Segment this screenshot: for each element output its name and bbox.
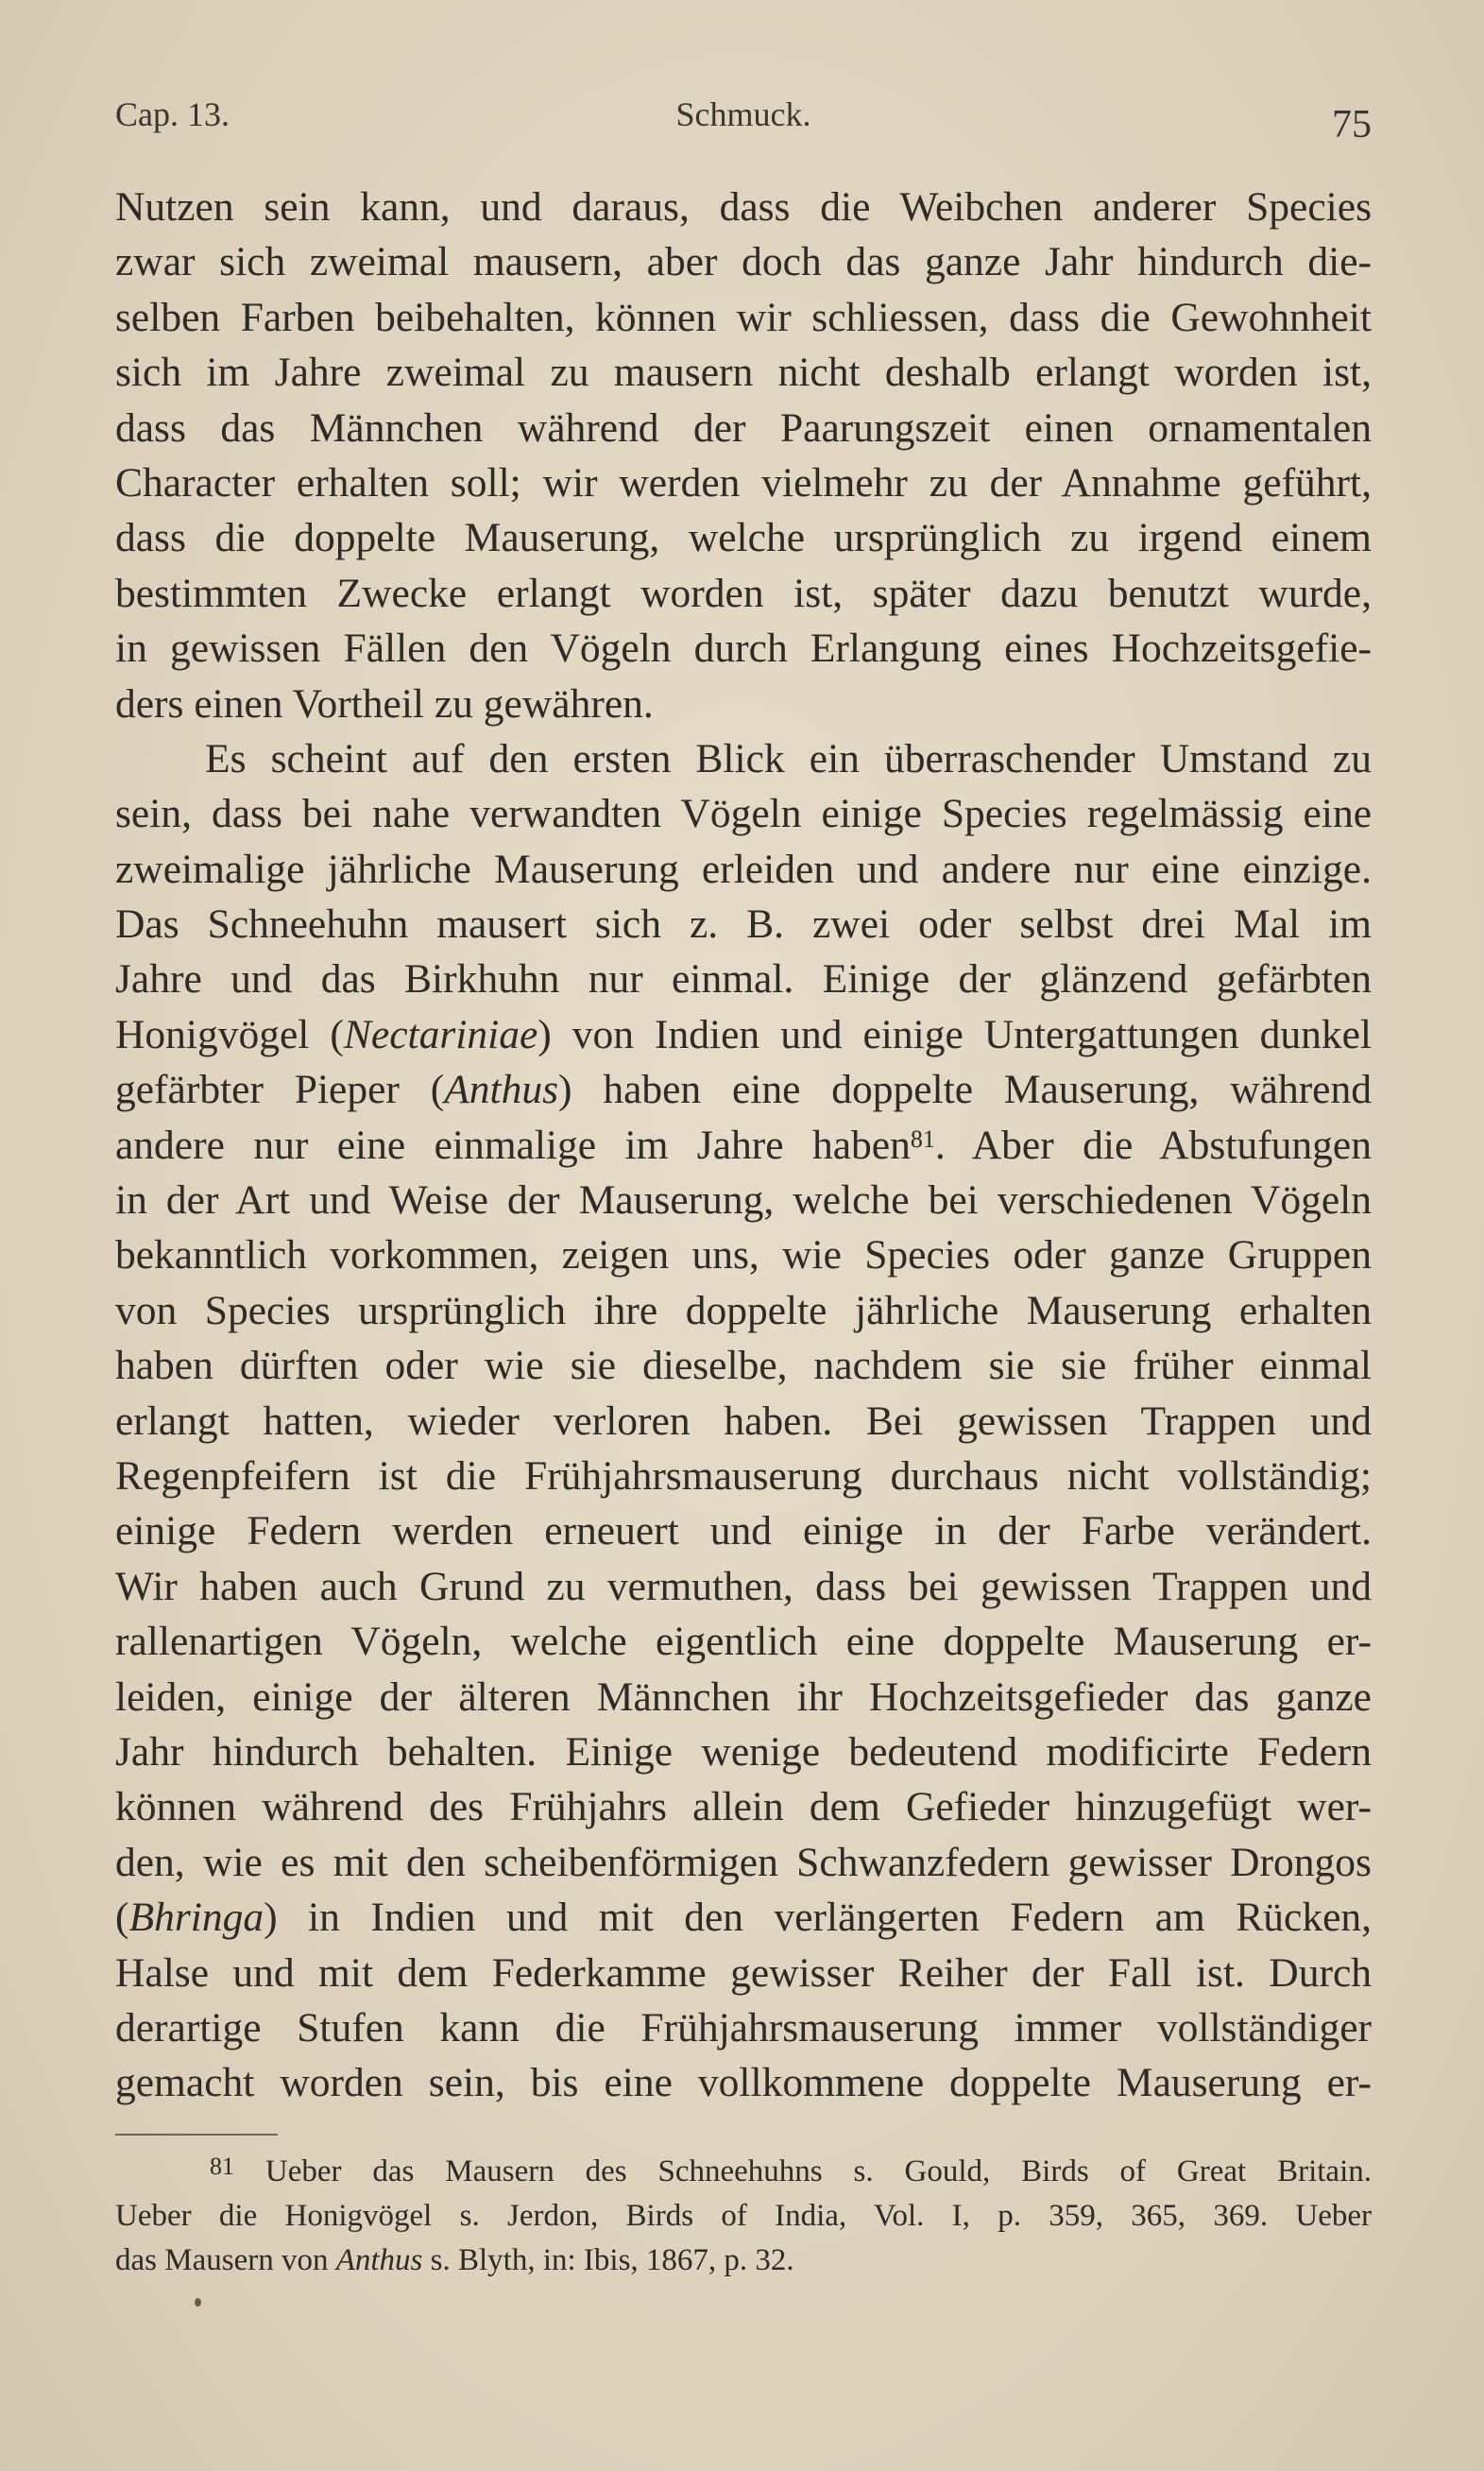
text-run: ) haben eine doppelte Mauserung, während — [558, 1067, 1372, 1113]
footnote-line — [115, 2150, 1372, 2194]
footnote-divider — [115, 2134, 278, 2136]
text-line: haben dürften oder wie sie dieselbe, nachdem sie sie früher einmal — [115, 1343, 1372, 1389]
text-line: selben Farben beibehalten, können wir schliessen, dass die Gewohnheit — [115, 294, 1372, 340]
text-line: den, wie es mit den scheibenförmigen Schwanzfedern gewisser Drongos — [115, 1839, 1372, 1885]
text-line: sich im Jahre zweimal zu mausern nicht deshalb erlangt worden ist, — [115, 350, 1372, 396]
text-line: von Species ursprünglich ihre doppelte jährliche Mauserung erhalten — [115, 1287, 1372, 1333]
text-line: einige Federn werden erneuert und einige in der Farbe verändert. — [115, 1508, 1372, 1554]
text-line: sein, dass bei nahe verwandten Vögeln einige Species regelmässig eine — [115, 791, 1372, 837]
text-run: ) in Indien und mit den verlängerten Federn am Rücken, — [264, 1895, 1372, 1941]
text-line — [115, 1007, 1372, 1062]
footnote-reference: 81 — [910, 1124, 935, 1153]
text-run: . Aber die Abstufungen — [934, 1122, 1372, 1168]
paragraph-start-line: Es scheint auf den ersten Blick ein überraschender Umstand zu — [205, 735, 1372, 781]
text-line: gemacht worden sein, bis eine vollkommene doppelte Mauserung er- — [115, 2060, 1372, 2106]
text-line: zweimalige jährliche Mauserung erleiden und andere nur eine einzige. — [115, 846, 1372, 892]
text-run: ) von Indien und einige Untergattungen dunkel — [537, 1011, 1372, 1057]
text-line: Regenpfeifern ist die Frühjahrsmauserung durchaus nicht vollständig; — [115, 1452, 1372, 1499]
text-line: dass das Männchen während der Paarungszeit einen ornamentalen — [115, 404, 1372, 451]
taxon-name: Anthus — [444, 1067, 559, 1113]
text-line: können während des Frühjahrs allein dem Gefieder hinzugefügt wer- — [115, 1784, 1372, 1830]
text-line: bekanntlich vorkommen, zeigen uns, wie Species oder ganze Gruppen — [115, 1232, 1372, 1278]
running-header — [115, 94, 1372, 151]
text-run: gefärbter Pieper ( — [115, 1067, 445, 1113]
text-line: Character erhalten soll; wir werden vielmehr zu der Annahme geführt, — [115, 459, 1372, 506]
text-run: Ueber das Mausern des Schneehuhns s. Gould, Birds of Great Britain. — [264, 2154, 1372, 2188]
text-line — [115, 1062, 1372, 1117]
taxon-name: Bhringa — [128, 1895, 264, 1941]
text-line: Halse und mit dem Federkamme gewisser Reiher der Fall ist. Durch — [115, 1949, 1372, 1996]
text-line — [115, 1118, 1372, 1173]
page-number: 75 — [1332, 103, 1372, 146]
footnotes — [115, 2150, 1372, 2283]
footnote-number: 81 — [210, 2153, 234, 2180]
text-run: ( — [115, 1895, 129, 1941]
text-line: ders einen Vortheil zu gewähren. — [115, 680, 654, 727]
text-line: Jahr hindurch behalten. Einige wenige bedeutend modificirte Federn — [115, 1728, 1372, 1775]
ink-speck — [195, 2298, 201, 2307]
taxon-name: Anthus — [335, 2243, 423, 2277]
text-line: zwar sich zweimal mausern, aber doch das ganze Jahr hindurch die- — [115, 239, 1372, 285]
text-line: Wir haben auch Grund zu vermuthen, dass bei gewissen Trappen und — [115, 1563, 1372, 1609]
text-line: Jahre und das Birkhuhn nur einmal. Einige der glänzend gefärbten — [115, 956, 1372, 1003]
text-line: in gewissen Fällen den Vögeln durch Erlangung eines Hochzeitsgefie- — [115, 626, 1372, 672]
text-line: bestimmten Zwecke erlangt worden ist, später dazu benutzt wurde, — [115, 570, 1372, 616]
text-line: Nutzen sein kann, und daraus, dass die Weibchen anderer Species — [115, 184, 1372, 230]
text-line: erlangt hatten, wieder verloren haben. Bei gewissen Trappen und — [115, 1398, 1372, 1444]
chapter-label: Cap. 13. — [115, 95, 230, 133]
text-run: andere nur eine einmalige im Jahre haben — [115, 1122, 911, 1168]
footnote-line: Ueber die Honigvögel s. Jerdon, Birds of India, Vol. I, p. 359, 365, 369. Ueber — [115, 2199, 1372, 2233]
text-line: in der Art und Weise der Mauserung, welche bei verschiedenen Vögeln — [115, 1177, 1372, 1224]
text-line: Das Schneehuhn mausert sich z. B. zwei oder selbst drei Mal im — [115, 901, 1372, 948]
text-line: rallenartigen Vögeln, welche eigentlich eine doppelte Mauserung er- — [115, 1619, 1372, 1665]
text-run: Honigvögel ( — [115, 1011, 344, 1057]
text-line — [115, 1890, 1372, 1945]
body-text — [115, 180, 1372, 2111]
text-run: s. Blyth, in: Ibis, 1867, p. 32. — [422, 2243, 794, 2277]
taxon-name: Nectariniae — [343, 1011, 538, 1057]
text-line: dass die doppelte Mauserung, welche ursprünglich zu irgend einem — [115, 515, 1372, 561]
footnote-line — [115, 2239, 1372, 2283]
text-run: das Mausern von — [115, 2243, 336, 2277]
text-line: derartige Stufen kann die Frühjahrsmauserung immer vollständiger — [115, 2004, 1372, 2051]
running-title: Schmuck. — [675, 95, 811, 133]
text-line: leiden, einige der älteren Männchen ihr Hochzeitsgefieder das ganze — [115, 1673, 1372, 1720]
